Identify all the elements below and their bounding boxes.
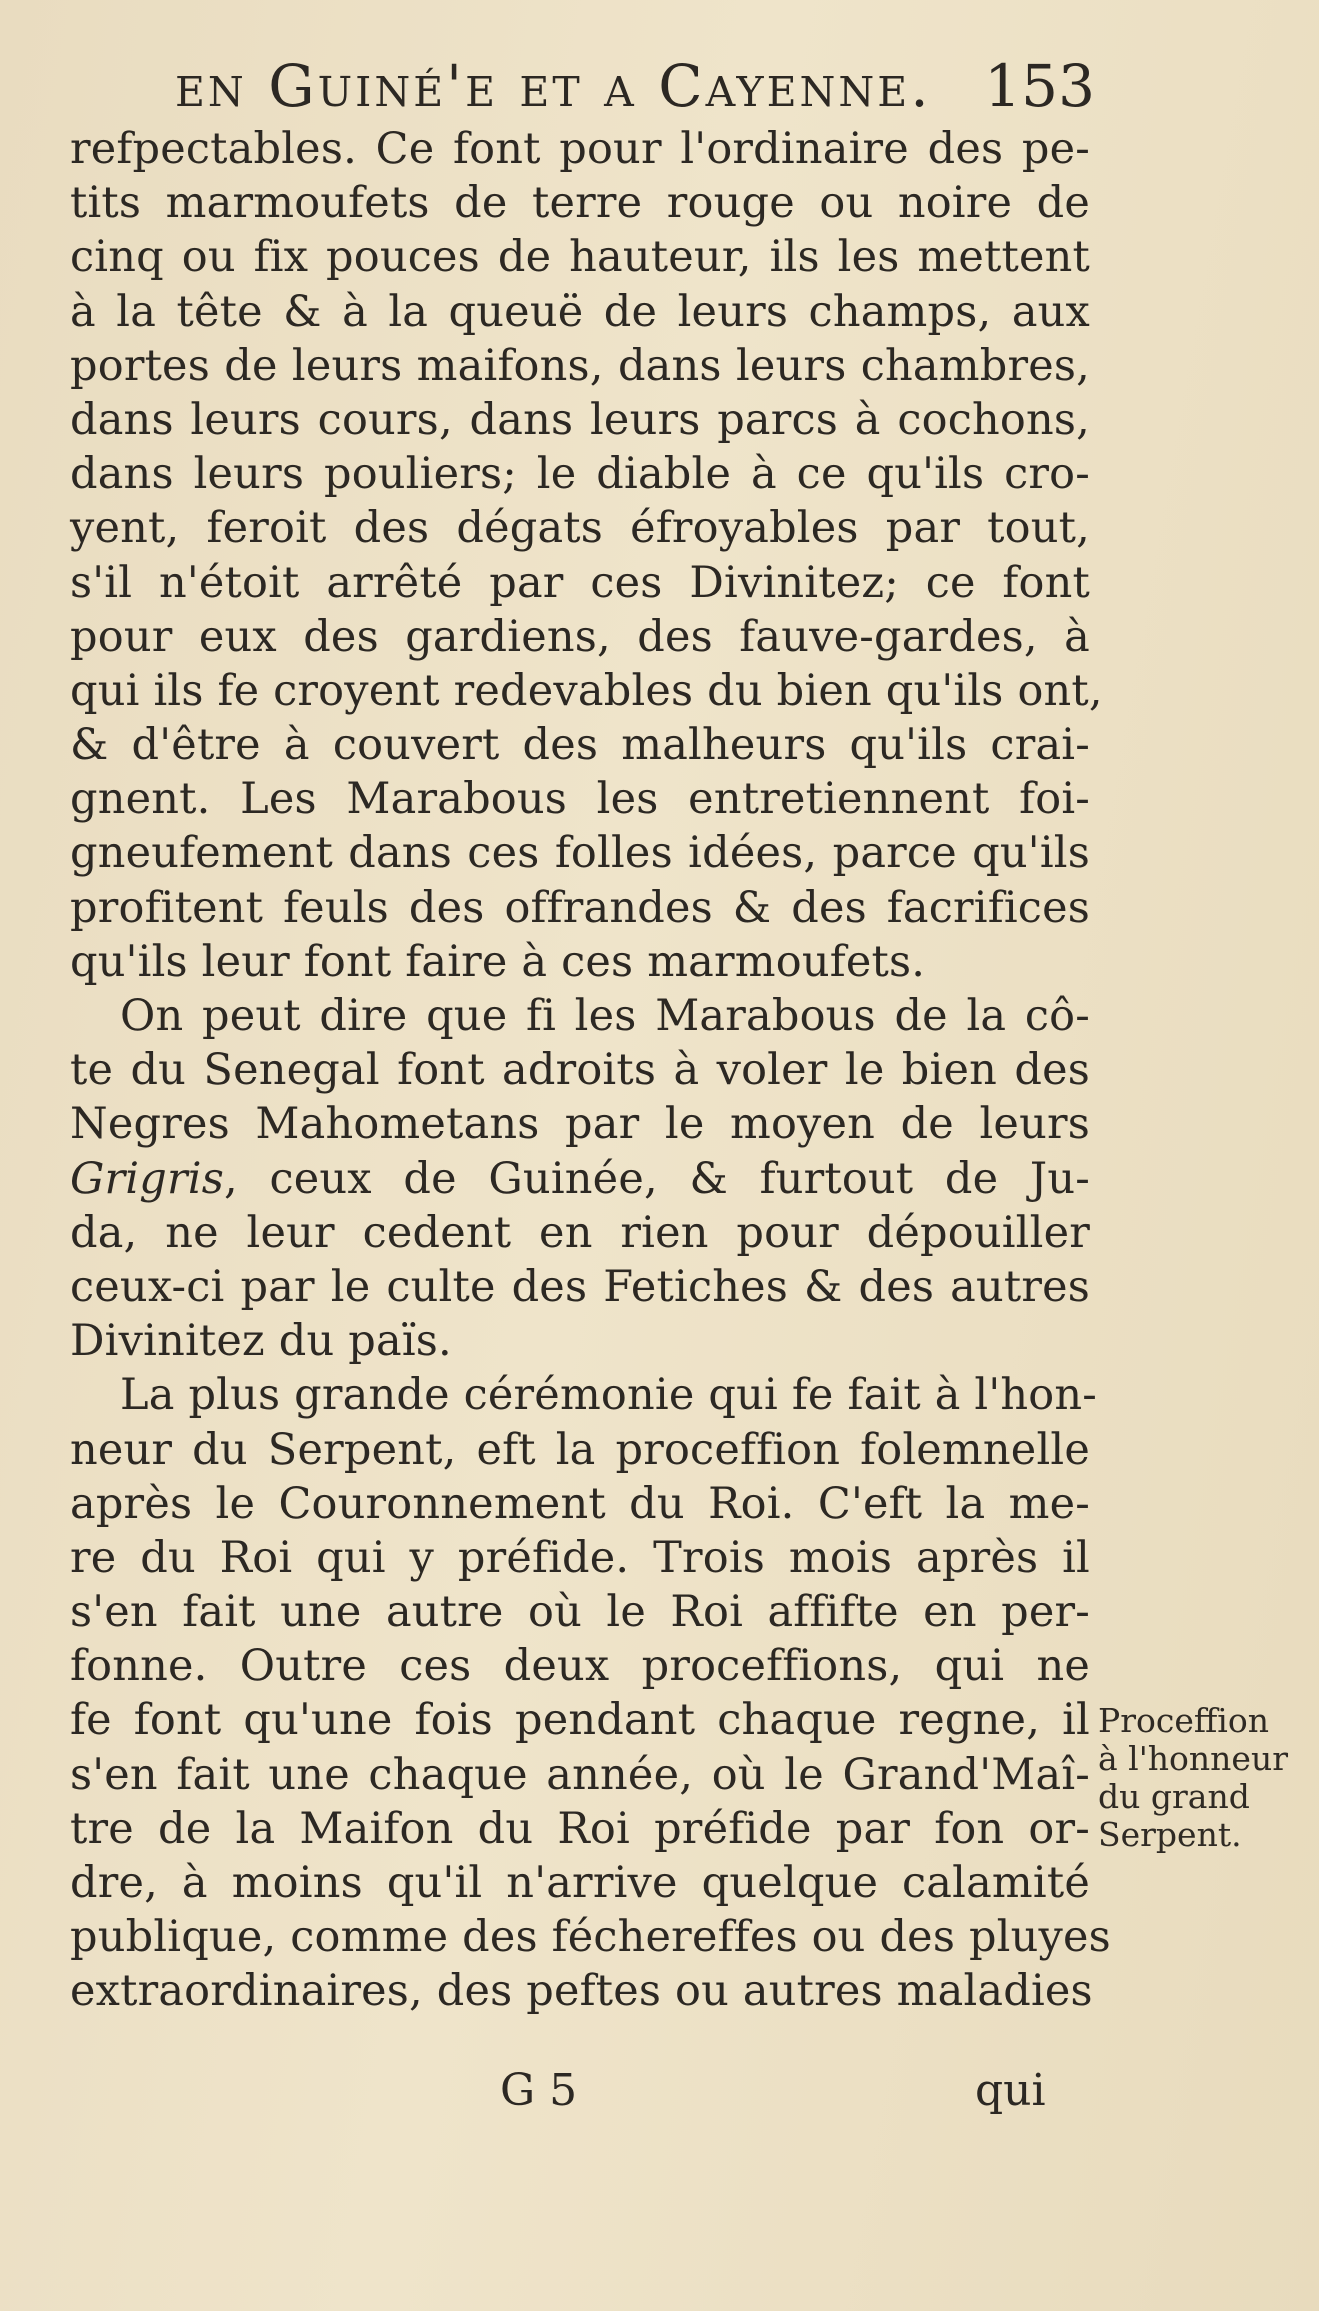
margin-note <box>1098 1702 1308 1854</box>
text-line: extraordinaires, des peftes ou autres maladies <box>70 1966 1093 2017</box>
text-line: dre, à moins qu'il n'arrive quelque calamité <box>70 1858 1090 1908</box>
text-line: publique, comme des féchereffes ou des pluyes <box>70 1912 1111 1963</box>
paragraph-end-line: Divinitez du païs. <box>70 1316 452 1367</box>
text-line: re du Roi qui y préfide. Trois mois après il <box>70 1532 1090 1583</box>
margin-note-line: Serpent. <box>1098 1815 1242 1854</box>
body-text <box>70 122 1111 2019</box>
italic-word: Grigris <box>70 1153 224 1204</box>
running-head: en Guiné'e et a Cayenne. <box>175 52 932 120</box>
text-line: ceux-ci par le culte des Fetiches & des autres <box>70 1261 1090 1312</box>
text-line: fonne. Outre ces deux proceffions, qui ne <box>70 1641 1090 1692</box>
text-line: Negres Mahometans par le moyen de leurs <box>70 1099 1090 1150</box>
text-line: qui ils fe croyent redevables du bien qu'ils ont, <box>70 665 1103 716</box>
text-line: s'il n'étoit arrêté par ces Divinitez; ce font <box>70 557 1090 608</box>
page-number: 153 <box>984 52 1095 120</box>
paragraph-end-line: qu'ils leur font faire à ces marmoufets. <box>70 936 926 987</box>
paragraph-start-line: La plus grande cérémonie qui fe fait à l'hon- <box>120 1370 1097 1421</box>
text-line: dans leurs pouliers; le diable à ce qu'ils cro- <box>70 449 1090 500</box>
paragraph-start-line: On peut dire que fi les Marabous de la cô- <box>120 991 1090 1041</box>
text-line: pour eux des gardiens, des fauve-gardes, à <box>70 611 1090 662</box>
text-line-italic-start: Grigris, ceux de Guinée, & furtout de Ju- <box>70 1153 1090 1204</box>
text-line: refpectables. Ce font pour l'ordinaire des pe- <box>70 124 1090 174</box>
text-line: gneufement dans ces folles idées, parce qu'ils <box>70 828 1090 879</box>
signature-mark: G 5 <box>500 2065 578 2116</box>
text-line: dans leurs cours, dans leurs parcs à cochons, <box>70 394 1090 445</box>
text-line: s'en fait une chaque année, où le Grand'Maî- <box>70 1749 1090 1800</box>
text-line: gnent. Les Marabous les entretiennent foi- <box>70 774 1090 825</box>
text-line: da, ne leur cedent en rien pour dépouiller <box>70 1207 1090 1258</box>
catchword: qui <box>975 2065 1046 2116</box>
text-line: s'en fait une autre où le Roi affifte en per- <box>70 1587 1090 1638</box>
text-line: profitent feuls des offrandes & des facrifices <box>70 882 1090 933</box>
text-line: yent, feroit des dégats éfroyables par tout, <box>70 503 1090 554</box>
text-line: fe font qu'une fois pendant chaque regne, il <box>70 1695 1090 1746</box>
text-line: à la tête & à la queuë de leurs champs, aux <box>70 286 1090 337</box>
text-line: neur du Serpent, eft la proceffion folemnelle <box>70 1424 1090 1475</box>
margin-note-line: Proceffion <box>1098 1701 1269 1740</box>
text-line: après le Couronnement du Roi. C'eft la me- <box>70 1478 1090 1529</box>
text-line: cinq ou fix pouces de hauteur, ils les mettent <box>70 232 1090 283</box>
text-line: tre de la Maifon du Roi préfide par fon or- <box>70 1803 1090 1854</box>
page-header <box>175 52 1095 132</box>
text-line: & d'être à couvert des malheurs qu'ils crai- <box>70 720 1090 771</box>
text-line: portes de leurs maifons, dans leurs chambres, <box>70 340 1090 391</box>
margin-note-line: à l'honneur <box>1098 1739 1288 1778</box>
page-footer <box>0 2065 1319 2135</box>
text-line: te du Senegal font adroits à voler le bien des <box>70 1045 1090 1096</box>
margin-note-line: du grand <box>1098 1777 1250 1816</box>
text-line: tits marmoufets de terre rouge ou noire de <box>70 178 1090 229</box>
